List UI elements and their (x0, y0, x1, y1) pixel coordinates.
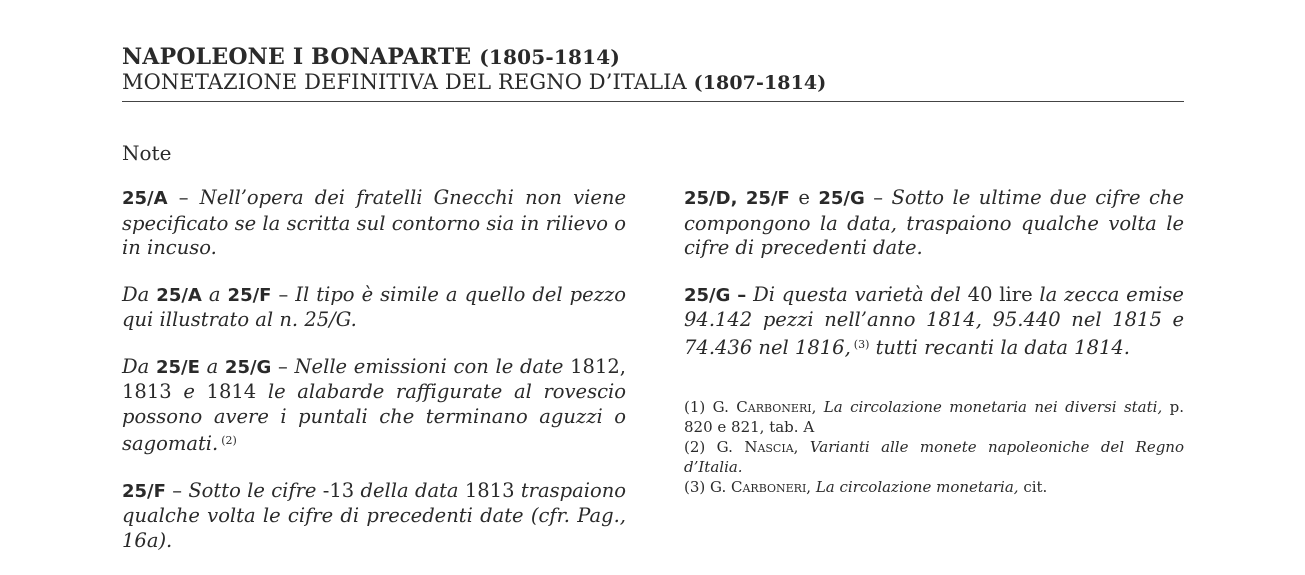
note-connector: a (199, 354, 225, 378)
note-year: 1812, 1813 (122, 354, 626, 403)
note-25d-25f-25g (684, 186, 1184, 261)
footnote-number: (3) G. (684, 478, 731, 496)
note-connector: a (201, 282, 228, 306)
note-25e-25g (122, 355, 626, 457)
note-25f (122, 479, 626, 554)
footnote-author: Carboneri (736, 398, 812, 416)
note-dash: – (165, 478, 189, 502)
note-text: della data (360, 478, 459, 502)
note-dash: – (167, 186, 200, 209)
notes-right-column (684, 186, 1184, 382)
note-connector: e (789, 186, 819, 209)
page-title (122, 44, 1184, 70)
note-prefix: Da (122, 354, 156, 378)
note-text: traspaiono qualche volta le cifre di precedenti date (cfr. Pag., 16a). (122, 478, 626, 552)
footnote-separator: , (793, 438, 810, 456)
note-ref: 25/F (227, 284, 272, 306)
note-25g (684, 283, 1184, 361)
note-text: e (183, 380, 195, 403)
note-ref: 25/F (745, 188, 790, 209)
notes-left-column (122, 186, 626, 575)
note-text: Sotto le cifre (188, 478, 317, 502)
footnote-2 (684, 437, 1184, 477)
footnote-separator: , (806, 478, 816, 496)
subtitle-text: MONETAZIONE DEFINITIVA DEL REGNO D’ITALIA (122, 70, 687, 94)
note-ref: 25/E (155, 356, 200, 378)
note-ref: 25/F (122, 480, 166, 502)
title-years: (1805-1814) (479, 45, 620, 69)
note-text: Di questa varietà del (746, 282, 968, 306)
note-ref: 25/G (224, 356, 272, 378)
footnote-3 (684, 477, 1184, 497)
note-ref: 25/G (818, 188, 865, 209)
note-text: Nell’opera dei fratelli Gnecchi non viene specificato se la scritta sul contorno sia in rilievo o in incuso. (122, 186, 626, 259)
note-25a (122, 186, 626, 261)
note-dash: – (271, 282, 296, 306)
note-number: -13 (316, 478, 361, 502)
footnote-number: (1) G. (684, 398, 737, 416)
note-25a-25f (122, 283, 626, 333)
note-text: tutti recanti la data 1814. (875, 335, 1130, 359)
footnote-author: Nascia (744, 438, 794, 456)
footnote-author: Carboneri (731, 478, 807, 496)
note-year: 1814 (194, 380, 268, 403)
note-prefix: Da (122, 282, 157, 306)
footnote-number: (2) G. (684, 438, 745, 456)
note-ref: 25/G – (684, 284, 747, 306)
note-text: la zecca emise 94.142 pezzi nell’anno 1814, 95.440 nel 1815 e 74.436 nel 1816, (684, 282, 1184, 359)
title-text: NAPOLEONE I BONAPARTE (122, 44, 472, 70)
note-ref: 25/A (156, 284, 202, 306)
notes-heading: Note (122, 141, 172, 165)
page-header (122, 44, 1184, 95)
note-ref: 25/A (122, 188, 168, 209)
footnote-rest: cit. (1018, 478, 1048, 496)
footnotes (684, 397, 1184, 497)
note-number: 1813 (458, 478, 521, 502)
subtitle-years: (1807-1814) (693, 72, 827, 94)
footnote-ref: (3) (853, 337, 870, 351)
note-text: Il tipo è simile a quello del pezzo qui illustrato al n. 25/G. (122, 282, 626, 331)
note-dash: – (271, 354, 295, 378)
note-text: Sotto le ultime due cifre che compongono la data, traspaiono qualche volta le cifre di precedenti date. (684, 186, 1185, 259)
footnote-rest: p. 820 e 821, tab. A (684, 398, 1184, 436)
footnote-separator: , (811, 398, 824, 416)
note-text: Nelle emissioni con le date (294, 354, 564, 378)
footnote-title: La circolazione monetaria nei diversi stati, (823, 398, 1163, 416)
footnote-ref: (2) (221, 434, 237, 447)
note-ref: 25/D, (684, 188, 738, 209)
header-divider (122, 101, 1184, 102)
footnote-1 (684, 397, 1184, 437)
note-dash: – (864, 186, 892, 209)
footnote-title: La circolazione monetaria, (815, 478, 1019, 496)
footnote-title: Varianti alle monete napoleoniche del Regno d’Italia. (684, 438, 1184, 476)
page-subtitle (122, 70, 1184, 95)
note-number: 40 lire (967, 282, 1033, 306)
note-text: le alabarde raffigurate al rovescio possono avere i puntali che terminano aguzzi o sagomati. (122, 380, 627, 455)
